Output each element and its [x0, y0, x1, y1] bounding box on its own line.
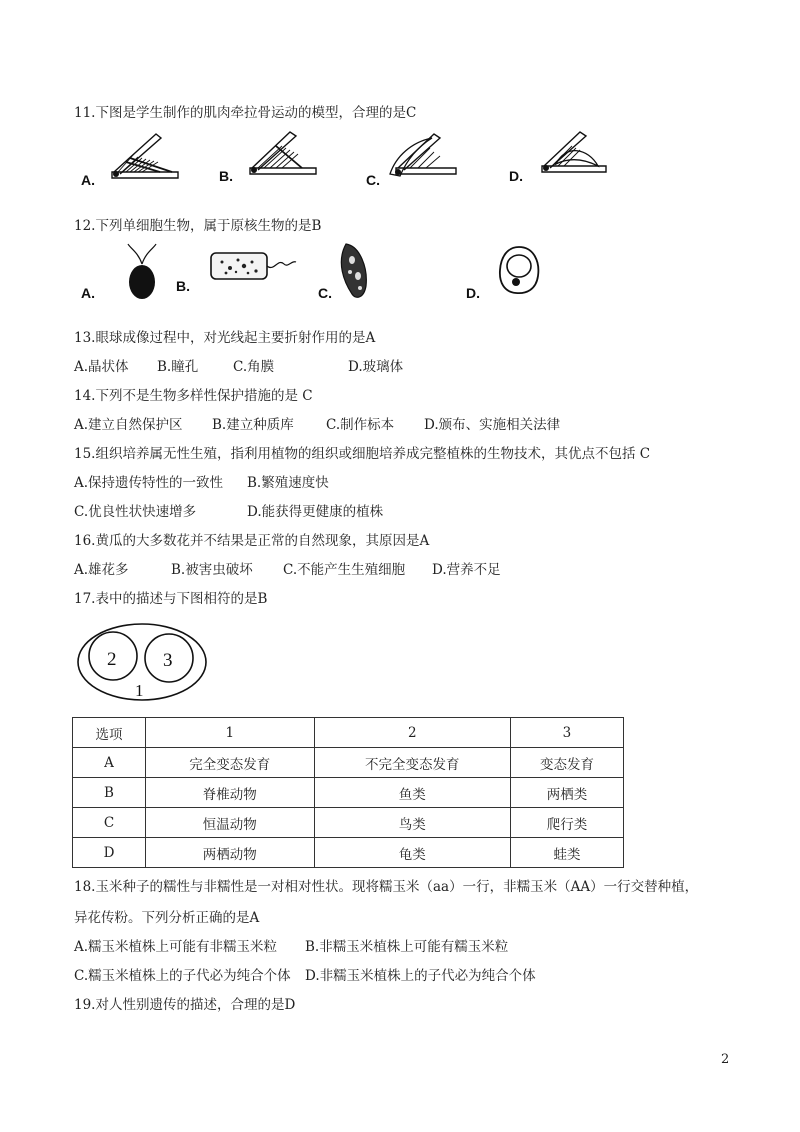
q12-label-b: B. — [176, 278, 190, 294]
q12-stem: 12.下列单细胞生物，属于原核生物的是B — [74, 218, 322, 234]
q11-model-d — [536, 128, 616, 180]
q15-option-d: D.能获得更健康的植株 — [247, 504, 384, 520]
q11-label-c: C. — [366, 172, 380, 188]
table-header-cell: 1 — [146, 718, 315, 748]
q19-stem: 19.对人性别遗传的描述，合理的是D — [74, 997, 296, 1013]
q17-set-diagram — [74, 620, 214, 704]
q12-label-c: C. — [318, 285, 332, 301]
q14-option-d: D.颁布、实施相关法律 — [424, 417, 561, 433]
q13-option-d: D.玻璃体 — [348, 359, 404, 375]
table-header-cell: 2 — [314, 718, 510, 748]
page-number: 2 — [721, 1052, 730, 1067]
table-cell: 两栖动物 — [146, 838, 315, 868]
q11-label-b: B. — [219, 168, 233, 184]
q12-label-a: A. — [81, 285, 95, 301]
table-row — [73, 778, 624, 808]
q13-option-c: C.角膜 — [233, 359, 275, 375]
q17-diagram-label-3: 3 — [163, 650, 173, 671]
q14-option-a: A.建立自然保护区 — [74, 417, 183, 433]
table-cell: B — [73, 778, 146, 808]
table-cell: 恒温动物 — [146, 808, 315, 838]
q17-diagram-label-2: 2 — [107, 649, 117, 670]
q11-model-b — [246, 128, 326, 180]
q14-option-c: C.制作标本 — [326, 417, 395, 433]
q17-stem: 17.表中的描述与下图相符的是B — [74, 591, 268, 607]
q17-table — [72, 717, 624, 868]
q11-model-a — [108, 128, 188, 180]
table-row — [73, 838, 624, 868]
q12-label-d: D. — [466, 285, 480, 301]
q14-option-b: B.建立种质库 — [212, 417, 294, 433]
table-row — [73, 808, 624, 838]
chlamydomonas-icon — [122, 240, 162, 302]
q15-option-b: B.繁殖速度快 — [247, 475, 329, 491]
q11-model-c — [386, 128, 466, 184]
table-cell: C — [73, 808, 146, 838]
q18-option-b: B.非糯玉米植株上可能有糯玉米粒 — [305, 939, 509, 955]
table-cell: 龟类 — [314, 838, 510, 868]
table-row — [73, 748, 624, 778]
q18-option-d: D.非糯玉米植株上的子代必为纯合个体 — [305, 968, 536, 984]
table-cell: 脊椎动物 — [146, 778, 315, 808]
table-cell: D — [73, 838, 146, 868]
q11-label-d: D. — [509, 168, 523, 184]
q16-stem: 16.黄瓜的大多数花并不结果是正常的自然现象，其原因是A — [74, 533, 430, 549]
q15-option-a: A.保持遗传特性的一致性 — [74, 475, 224, 491]
q18-option-c: C.糯玉米植株上的子代必为纯合个体 — [74, 968, 291, 984]
q13-option-a: A.晶状体 — [74, 359, 129, 375]
paramecium-icon — [334, 240, 374, 302]
table-cell: 完全变态发育 — [146, 748, 315, 778]
q13-option-b: B.瞳孔 — [157, 359, 199, 375]
q16-option-d: D.营养不足 — [432, 562, 501, 578]
q13-stem: 13.眼球成像过程中，对光线起主要折射作用的是A — [74, 330, 376, 346]
q16-option-a: A.雄花多 — [74, 562, 129, 578]
q16-option-b: B.被害虫破坏 — [171, 562, 253, 578]
table-cell: 两栖类 — [510, 778, 623, 808]
table-cell: 鱼类 — [314, 778, 510, 808]
table-header-cell: 3 — [510, 718, 623, 748]
bacterium-icon — [208, 250, 298, 284]
q17-diagram-label-1: 1 — [135, 681, 144, 700]
table-cell: 爬行类 — [510, 808, 623, 838]
table-cell: 不完全变态发育 — [314, 748, 510, 778]
q18-option-a: A.糯玉米植株上可能有非糯玉米粒 — [74, 939, 278, 955]
q18-stem-line1: 18.玉米种子的糯性与非糯性是一对相对性状。现将糯玉米（aa）一行，非糯玉米（AA）一行交替种植， — [74, 879, 699, 895]
q11-label-a: A. — [81, 172, 95, 188]
table-cell: A — [73, 748, 146, 778]
table-header-cell: 选项 — [73, 718, 146, 748]
yeast-cell-icon — [496, 244, 542, 296]
q11-stem: 11.下图是学生制作的肌肉牵拉骨运动的模型，合理的是C — [74, 105, 417, 121]
table-header-row — [73, 718, 624, 748]
q16-option-c: C.不能产生生殖细胞 — [283, 562, 406, 578]
table-cell: 变态发育 — [510, 748, 623, 778]
q15-stem: 15.组织培养属无性生殖，指利用植物的组织或细胞培养成完整植株的生物技术，其优点不包括 C — [74, 446, 651, 462]
table-cell: 蛙类 — [510, 838, 623, 868]
q14-stem: 14.下列不是生物多样性保护措施的是 C — [74, 388, 313, 404]
q15-option-c: C.优良性状快速增多 — [74, 504, 197, 520]
q18-stem-line2: 异花传粉。下列分析正确的是A — [74, 910, 260, 926]
table-cell: 鸟类 — [314, 808, 510, 838]
